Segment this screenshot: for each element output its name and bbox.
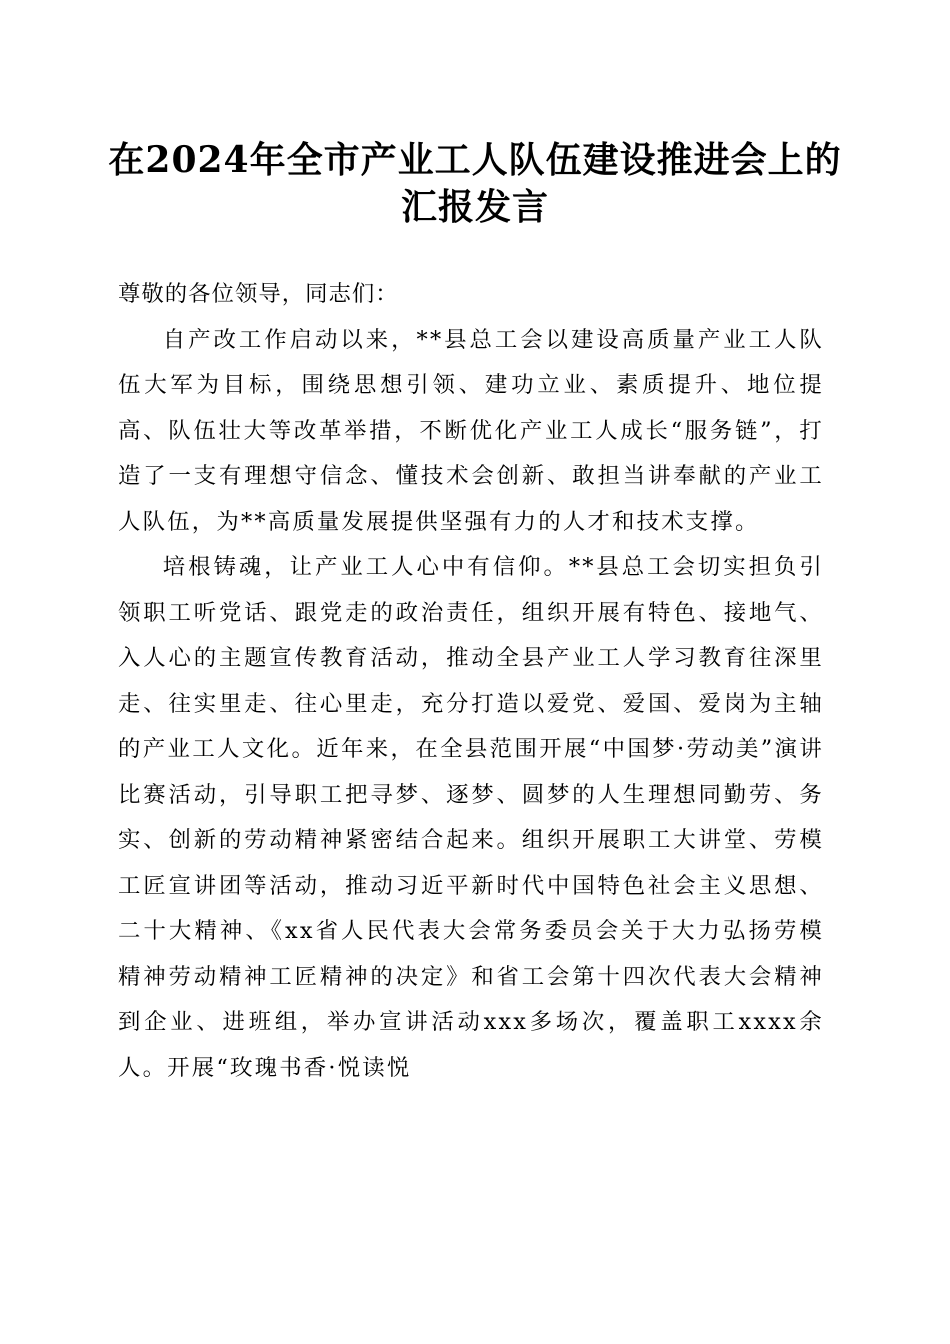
salutation: 尊敬的各位领导，同志们： <box>118 281 399 307</box>
document-title-line-1: 在2024年全市产业工人队伍建设推进会上的 <box>108 139 842 181</box>
paragraph-1: 自产改工作启动以来，**县总工会以建设高质量产业工人队伍大军为目标，围绕思想引领、建功立业、素质提升、地位提高、队伍壮大等改革举措，不断优化产业工人成长“服务链”，打造了一支有理想守信念、懂技术会创新、敢担当讲奉献的产业工人队伍，为**高质量发展提供坚强有力的人才和技术支撑。 <box>118 326 824 535</box>
paragraph-2: 培根铸魂，让产业工人心中有信仰。**县总工会切实担负引领职工听党话、跟党走的政治责任，组织开展有特色、接地气、入人心的主题宣传教育活动，推动全县产业工人学习教育往深里走、往实里走、往心里走，充分打造以爱党、爱国、爱岗为主轴的产业工人文化。近年来，在全县范围开展“中国梦·劳动美”演讲比赛活动，引导职工把寻梦、逐梦、圆梦的人生理想同勤劳、务实、创新的劳动精神紧密结合起来。组织开展职工大讲堂、劳模工匠宣讲团等活动，推动习近平新时代中国特色社会主义思想、二十大精神、《xx省人民代表大会常务委员会关于大力弘扬劳模精神劳动精神工匠精神的决定》和省工会第十四次代表大会精神到企业、进班组，举办宣讲活动xxx多场次，覆盖职工xxxx余人。开展“玫瑰书香·悦读悦 <box>118 554 824 1081</box>
document-body <box>118 272 824 1091</box>
document-title-line-2: 汇报发言 <box>400 186 549 228</box>
